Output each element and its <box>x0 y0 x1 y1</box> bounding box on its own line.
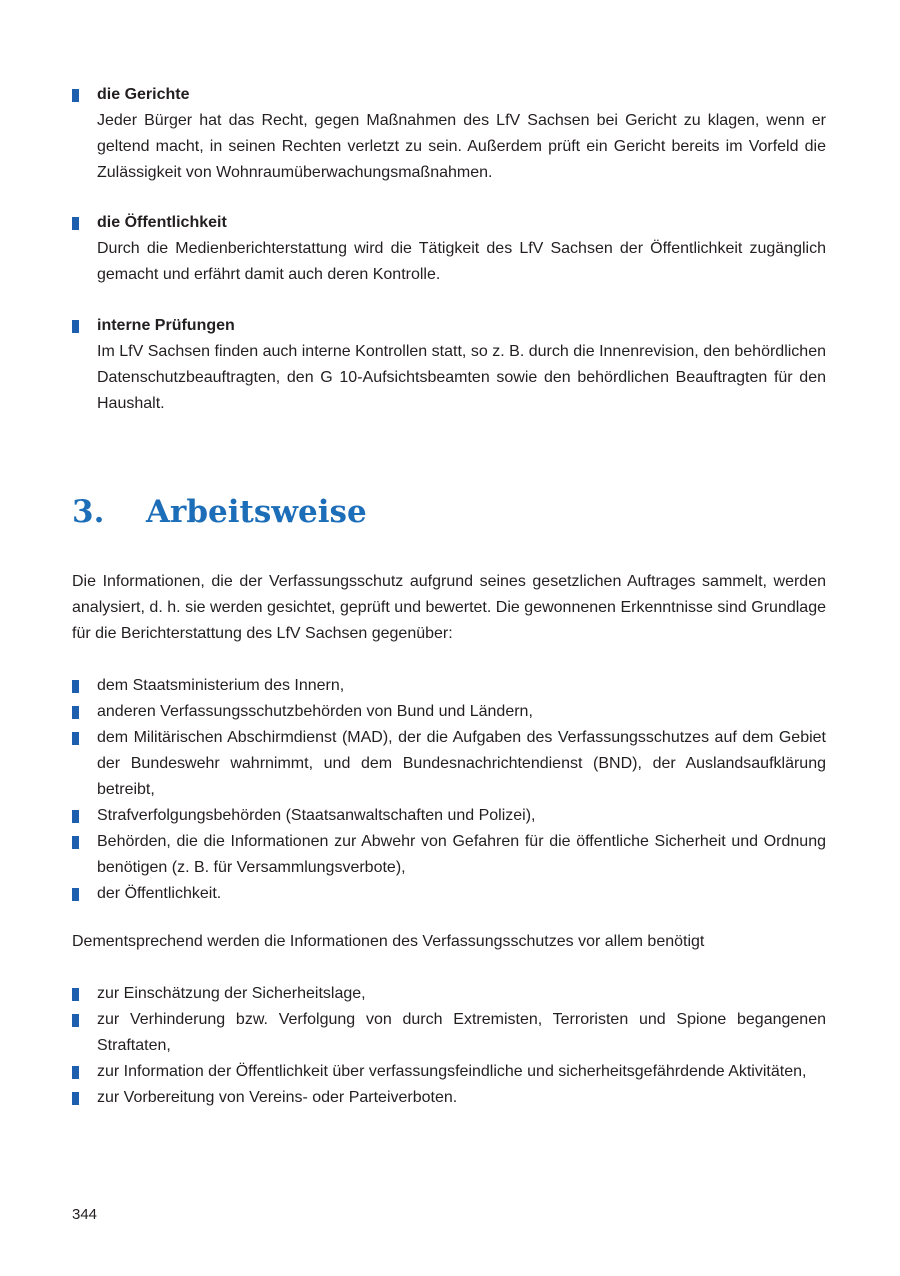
bullet-marker <box>72 988 79 1001</box>
usage-paragraph-block <box>72 929 826 955</box>
page-number: 344 <box>72 1206 98 1223</box>
list-item <box>72 829 826 881</box>
bullet-marker <box>72 810 79 823</box>
bullet-marker <box>72 1014 79 1027</box>
item-title: interne Prüfungen <box>97 317 235 334</box>
section-title: Arbeitsweise <box>146 494 367 530</box>
intro-paragraph: Die Informationen, die der Verfassungsschutz aufgrund seines gesetzlichen Auftrages sammelt, werden analysiert, d. h. sie werden gesichtet, geprüft und bewertet. Die gewonnenen Erkenntnisse sind Grundlage für die Berichterstattung des LfV Sachsen gegenüber: <box>72 573 826 642</box>
list-item <box>72 1085 826 1111</box>
list-item-text: dem Staatsministerium des Innern, <box>97 677 345 694</box>
list-item <box>72 725 826 803</box>
list-item-text: anderen Verfassungsschutzbehörden von Bund und Ländern, <box>97 703 533 720</box>
bullet-marker <box>72 732 79 745</box>
list-item <box>72 881 826 907</box>
section-number: 3. <box>72 494 105 530</box>
oversight-item-public <box>72 210 826 288</box>
list-item <box>72 803 826 829</box>
list-item-text: dem Militärischen Abschirmdienst (MAD), der die Aufgaben des Verfassungsschutzes auf dem Gebiet der Bundeswehr wahrnimmt, und dem Bundesnachrichtendienst (BND), der Auslandsaufklärung betreibt, <box>97 729 826 798</box>
bullet-marker <box>72 217 79 230</box>
section-heading <box>72 492 367 532</box>
bullet-marker <box>72 1066 79 1079</box>
list-item <box>72 1059 826 1085</box>
intro-paragraph-block <box>72 569 826 647</box>
list-item <box>72 981 826 1007</box>
item-body: Durch die Medienberichterstattung wird die Tätigkeit des LfV Sachsen der Öffentlichkeit zugänglich gemacht und erfährt damit auch deren Kontrolle. <box>97 240 826 283</box>
list-item-text: zur Verhinderung bzw. Verfolgung von durch Extremisten, Terroristen und Spione begangenen Straftaten, <box>97 1011 826 1054</box>
oversight-item-internal <box>72 313 826 417</box>
bullet-marker <box>72 320 79 333</box>
oversight-item-courts <box>72 82 826 186</box>
list-item <box>72 673 826 699</box>
bullet-marker <box>72 836 79 849</box>
list-item-text: zur Einschätzung der Sicherheitslage, <box>97 985 366 1002</box>
item-body: Im LfV Sachsen finden auch interne Kontrollen statt, so z. B. durch die Innenrevision, den behördlichen Datenschutzbeauftragten, den G 10-Aufsichtsbeamten sowie den behördlichen Beauftragten für den Haushalt. <box>97 343 826 412</box>
list-item-text: Strafverfolgungsbehörden (Staatsanwaltschaften und Polizei), <box>97 807 536 824</box>
bullet-marker <box>72 89 79 102</box>
usage-paragraph: Dementsprechend werden die Informationen des Verfassungsschutzes vor allem benötigt <box>72 933 705 950</box>
bullet-marker <box>72 706 79 719</box>
list-item-text: zur Vorbereitung von Vereins- oder Parteiverboten. <box>97 1089 458 1106</box>
item-title: die Öffentlichkeit <box>97 214 227 231</box>
bullet-marker <box>72 680 79 693</box>
list-item-text: zur Information der Öffentlichkeit über verfassungsfeindliche und sicherheitsgefährdende Aktivitäten, <box>97 1063 807 1080</box>
list-item-text: Behörden, die die Informationen zur Abwehr von Gefahren für die öffentliche Sicherheit und Ordnung benötigen (z. B. für Versammlungsverbote), <box>97 833 826 876</box>
bullet-marker <box>72 1092 79 1105</box>
recipients-list <box>72 673 826 907</box>
usage-list <box>72 981 826 1111</box>
list-item <box>72 699 826 725</box>
item-title: die Gerichte <box>97 86 190 103</box>
bullet-marker <box>72 888 79 901</box>
list-item <box>72 1007 826 1059</box>
list-item-text: der Öffentlichkeit. <box>97 885 222 902</box>
item-body: Jeder Bürger hat das Recht, gegen Maßnahmen des LfV Sachsen bei Gericht zu klagen, wenn er geltend macht, in seinen Rechten verletzt zu sein. Außerdem prüft ein Gericht bereits im Vorfeld die Zulässigkeit von Wohnraumüberwachungsmaßnahmen. <box>97 112 826 181</box>
